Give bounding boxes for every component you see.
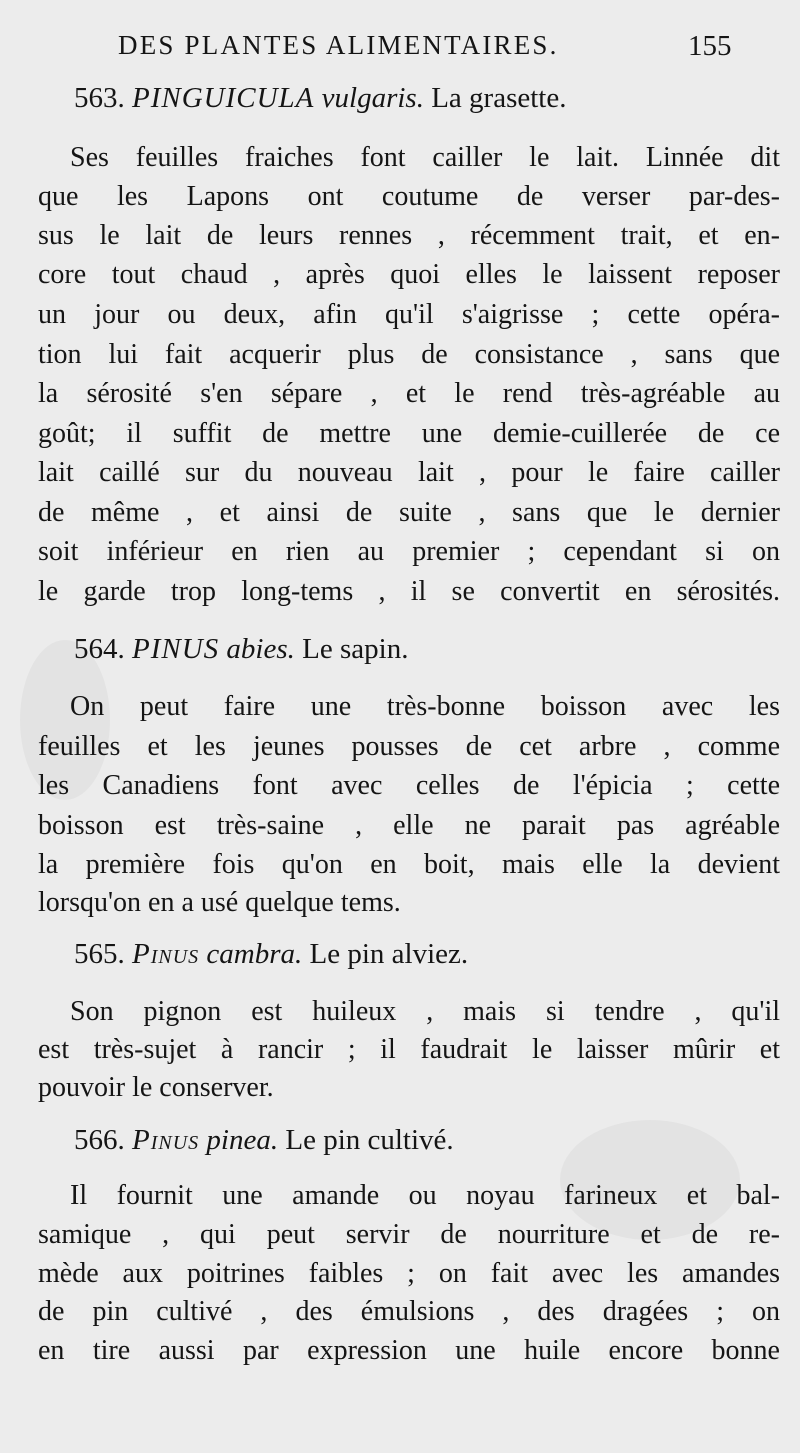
entry-species: cambra. — [206, 938, 303, 970]
text-line: est très-sujet à rancir ; il faudrait le laisser mûrir et — [38, 1034, 780, 1065]
text-line: On peut faire une très-bonne boisson avec les — [70, 691, 780, 722]
entry-species: abies. — [226, 633, 295, 665]
text-line: goût; il suffit de mettre une demie-cuillerée de ce — [38, 418, 780, 449]
text-line: les Canadiens font avec celles de l'épicia ; cette — [38, 770, 780, 801]
entry-common-name: Le pin cultivé. — [285, 1124, 454, 1156]
text-line: samique , qui peut servir de nourriture et de re- — [38, 1219, 780, 1250]
running-title: DES PLANTES ALIMENTAIRES. — [118, 30, 559, 60]
text-line: de même , et ainsi de suite , sans que le dernier — [38, 497, 780, 528]
entry-common-name: Le pin alviez. — [309, 938, 469, 970]
text-line: le garde trop long-tems , il se convertit en sérosités. — [38, 576, 780, 607]
text-line: pouvoir le conserver. — [38, 1072, 274, 1103]
text-line: Il fournit une amande ou noyau farineux et bal- — [70, 1180, 780, 1211]
text-line: Son pignon est huileux , mais si tendre , qu'il — [70, 996, 780, 1027]
text-line: lorsqu'on en a usé quelque tems. — [38, 887, 401, 918]
entry-heading-565 — [74, 938, 468, 971]
entry-common-name: Le sapin. — [302, 633, 409, 665]
text-line: de pin cultivé , des émulsions , des dragées ; on — [38, 1296, 780, 1327]
text-line: la première fois qu'on en boit, mais elle la devient — [38, 849, 780, 880]
text-line: feuilles et les jeunes pousses de cet arbre , comme — [38, 731, 780, 762]
text-line: en tire aussi par expression une huile encore bonne — [38, 1335, 780, 1366]
entry-species: pinea. — [206, 1124, 279, 1156]
text-line: que les Lapons ont coutume de verser par-des- — [38, 181, 780, 212]
page-number: 155 — [688, 30, 732, 62]
text-line: la sérosité s'en sépare , et le rend très-agréable au — [38, 378, 780, 409]
text-line: soit inférieur en rien au premier ; cependant si on — [38, 536, 780, 567]
entry-common-name: La grasette. — [431, 82, 567, 114]
text-line: boisson est très-saine , elle ne parait pas agréable — [38, 810, 780, 841]
entry-heading-564 — [74, 633, 408, 666]
text-line: Ses feuilles fraiches font cailler le lait. Linnée dit — [70, 142, 780, 173]
text-line: tion lui fait acquerir plus de consistance , sans que — [38, 339, 780, 370]
text-line: core tout chaud , après quoi elles le laissent reposer — [38, 259, 780, 290]
entry-genus: PINUS — [132, 633, 220, 665]
entry-heading-563 — [74, 82, 566, 115]
entry-genus: PINGUICULA — [132, 82, 315, 114]
entry-species: vulgaris. — [321, 82, 424, 114]
entry-heading-566 — [74, 1124, 454, 1157]
text-line: mède aux poitrines faibles ; on fait avec les amandes — [38, 1258, 780, 1289]
text-line: un jour ou deux, afin qu'il s'aigrisse ; cette opéra- — [38, 299, 780, 330]
entry-genus: Pinus — [132, 1124, 200, 1156]
entry-number: 566. — [74, 1124, 125, 1156]
entry-number: 564. — [74, 633, 125, 665]
text-line: lait caillé sur du nouveau lait , pour le faire cailler — [38, 457, 780, 488]
entry-genus: Pinus — [132, 938, 200, 970]
entry-number: 563. — [74, 82, 125, 114]
entry-number: 565. — [74, 938, 125, 970]
text-line: sus le lait de leurs rennes , récemment trait, et en- — [38, 220, 780, 251]
running-head — [0, 30, 800, 70]
